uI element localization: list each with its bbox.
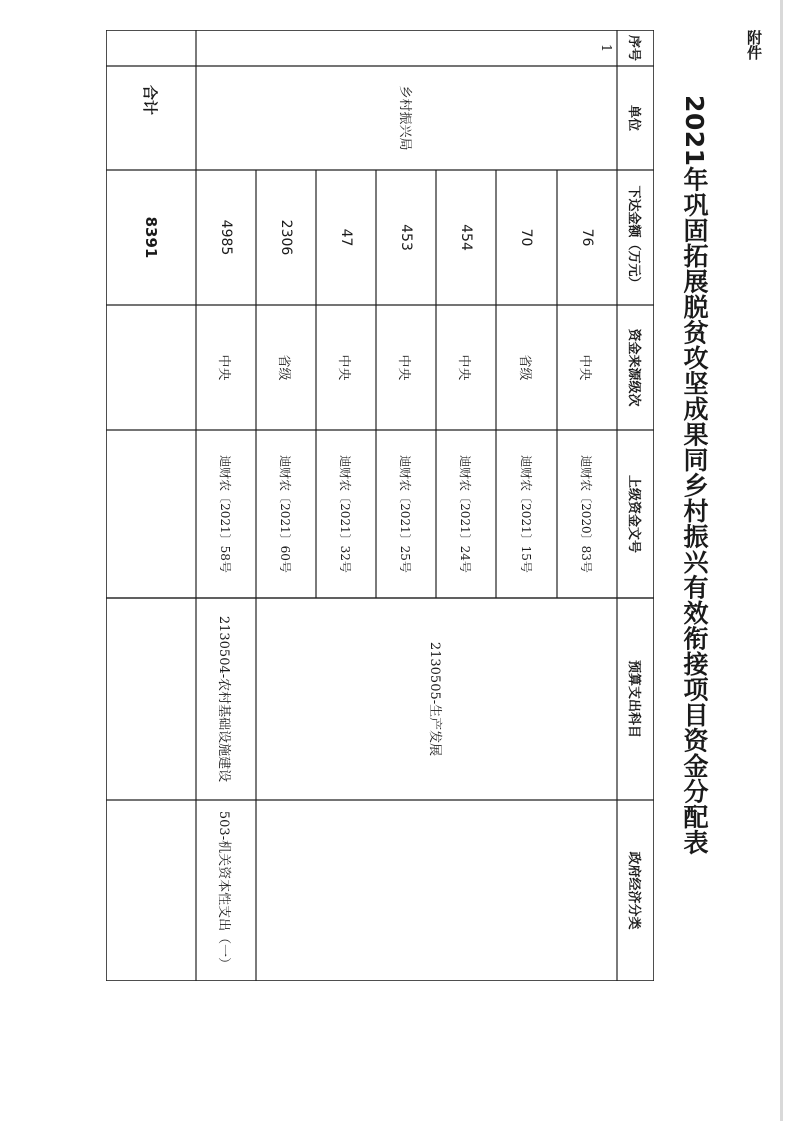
header-amount: 下达金额（万元） [626,185,641,290]
row-1-doc: 迪财农〔2020〕83号 [579,455,594,573]
row-7-amount: 4985 [218,219,234,256]
group-unit: 乡村振兴局 [397,85,412,151]
row-6-amount: 2306 [278,219,294,256]
header-index: 序号 [626,34,641,61]
page-title: 2021年巩固拓展脱贫攻坚成果同乡村振兴有效衔接项目资金分配表 [680,95,709,856]
header-source-level: 资金来源级次 [626,328,641,407]
row-5-amount: 47 [338,228,354,247]
row-4-amount: 453 [398,224,414,251]
header-budget-item: 预算支出科目 [626,659,641,738]
row-4-doc: 迪财农〔2021〕25号 [398,455,413,573]
header-doc-no: 上级资金文号 [626,474,641,553]
header-unit: 单位 [626,104,641,131]
total-label: 合计 [141,84,160,115]
row-6-source: 省级 [276,354,292,381]
row-5-doc: 迪财农〔2021〕32号 [338,455,353,573]
allocation-table [106,30,654,981]
budget-item-infrastructure: 2130504-农村基础设施建设 [216,615,232,783]
header-econ-class: 政府经济分类 [626,851,641,930]
row-3-source: 中央 [456,354,472,381]
attachment-label: 附件 [745,30,763,60]
row-2-source: 省级 [517,354,532,381]
row-3-doc: 迪财农〔2021〕24号 [458,455,473,573]
row-7-source: 中央 [216,354,232,381]
row-1-amount: 76 [579,228,595,247]
scan-edge [780,0,783,1121]
row-7-doc: 迪财农〔2021〕58号 [218,455,233,573]
row-3-amount: 454 [458,224,474,251]
row-6-doc: 迪财农〔2021〕60号 [278,455,293,573]
group-index: 1 [598,43,613,53]
row-2-doc: 迪财农〔2021〕15号 [519,455,533,573]
econ-class-value: 503-机关资本性支出（一） [216,810,231,971]
budget-item-production: 2130505-生产发展 [427,641,442,757]
row-1-source: 中央 [577,354,593,381]
row-5-source: 中央 [336,354,352,381]
total-amount: 8391 [142,216,160,259]
row-2-amount: 70 [518,228,535,247]
row-4-source: 中央 [396,354,412,381]
